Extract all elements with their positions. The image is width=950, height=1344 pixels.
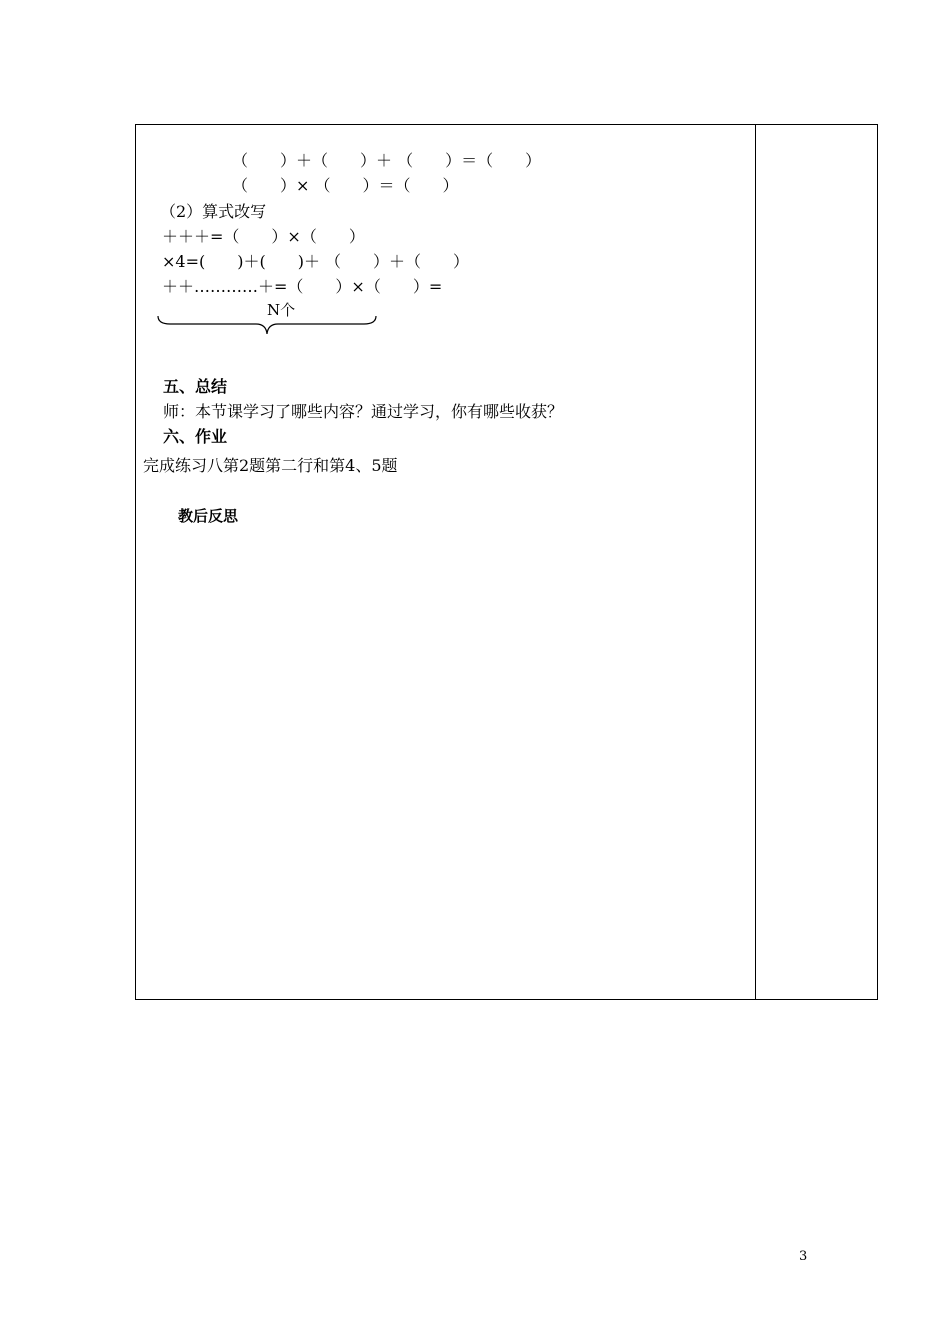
equation-addition-blanks: （ ）＋（ ）＋ （ ）＝（ ）	[232, 151, 542, 170]
rewrite-line-3: ＋＋…………＋=（ ）×（ ）=	[162, 277, 443, 296]
subsection-rewrite-heading: （2）算式改写	[160, 202, 267, 221]
equation-multiplication-blanks: （ ）× （ ）＝（ ）	[232, 176, 459, 195]
section6-text: 完成练习八第2题第二行和第4、5题	[143, 456, 398, 475]
section5-heading: 五、总结	[163, 377, 228, 396]
brace-label: N个	[267, 301, 296, 319]
rewrite-line-2: ×4=( )＋( )＋ （ ）＋（ ）	[162, 252, 470, 271]
reflection-label: 教后反思	[178, 507, 239, 525]
table-column-divider	[755, 124, 756, 1000]
section6-heading: 六、作业	[163, 427, 228, 446]
rewrite-line-1: ＋＋＋=（ ）×（ ）	[162, 227, 365, 246]
section5-text: 师：本节课学习了哪些内容？通过学习，你有哪些收获？	[163, 402, 564, 421]
page-number: 3	[799, 1249, 808, 1264]
